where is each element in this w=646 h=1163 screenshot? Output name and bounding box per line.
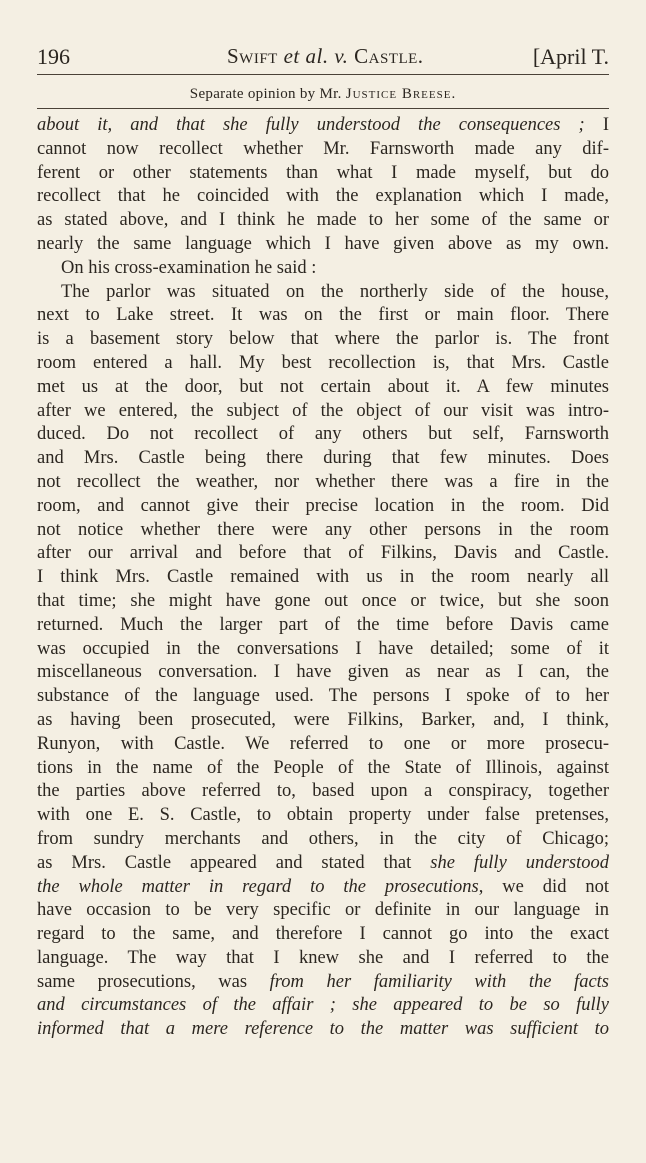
header-rule — [37, 74, 609, 75]
text-line: was occupied in the conversations I have detailed; some of it — [37, 638, 609, 659]
text-line: returned. Much the larger part of the time before Davis came — [37, 614, 609, 635]
page-number: 196 — [37, 44, 70, 69]
text-line: recollect that he coincided with the explanation which I made, — [37, 186, 609, 207]
body-text — [37, 114, 609, 1042]
text-line: regard to the same, and therefore I cannot go into the exact — [37, 924, 609, 945]
text-line: room entered a hall. My best recollection is, that Mrs. Castle — [37, 352, 609, 373]
text-line: from sundry merchants and others, in the city of Chicago; — [37, 828, 609, 849]
text-line: I think Mrs. Castle remained with us in the room nearly all — [37, 567, 609, 588]
text-line: next to Lake street. It was on the first or main floor. There — [37, 305, 609, 326]
text-line: miscellaneous conversation. I have given as near as I can, the — [37, 662, 609, 683]
text-line: after we entered, the subject of the object of our visit was intro- — [37, 400, 609, 421]
subheader-rule — [37, 108, 609, 109]
text-line — [37, 876, 609, 900]
text-line: cannot now recollect whether Mr. Farnsworth made any dif- — [37, 138, 609, 159]
text-line: nearly the same language which I have given above as my own. — [37, 233, 609, 254]
text-line: language. The way that I knew she and I referred to the — [37, 947, 609, 968]
term-label: [April T. — [532, 44, 609, 69]
text-line: ferent or other statements than what I made myself, but do — [37, 162, 609, 183]
text-line — [37, 1018, 609, 1042]
text-line: and Mrs. Castle being there during that few minutes. Does — [37, 448, 609, 469]
text-line: the parties above referred to, based upon a conspiracy, together — [37, 781, 609, 802]
text-line: Runyon, with Castle. We referred to one or more prosecu- — [37, 733, 609, 754]
text-line: as having been prosecuted, were Filkins, Barker, and, I think, — [37, 709, 609, 730]
text-line-content: as Mrs. Castle appeared and stated that she fully understood — [37, 852, 610, 873]
text-line: room, and cannot give their precise location in the room. Did — [37, 495, 609, 516]
text-line — [37, 971, 609, 995]
text-line — [37, 114, 609, 138]
text-line-content: about it, and that she fully understood the consequences ; I — [37, 115, 609, 135]
text-line: not notice whether there were any other persons in the room — [37, 519, 609, 540]
text-line: after our arrival and before that of Filkins, Davis and Castle. — [37, 543, 609, 564]
text-line: On his cross-examination he said : — [61, 257, 317, 278]
text-line: duced. Do not recollect of any others but self, Farnsworth — [37, 424, 609, 445]
text-line: tions in the name of the People of the State of Illinois, against — [37, 757, 609, 778]
text-line: that time; she might have gone out once or twice, but she soon — [37, 590, 609, 611]
text-line: with one E. S. Castle, to obtain property under false pretenses, — [37, 805, 609, 826]
page-header — [37, 40, 609, 72]
text-line — [37, 852, 609, 876]
text-line-content: same prosecutions, was from her familiarity with the facts — [37, 971, 609, 992]
text-line-content: informed that a mere reference to the matter was sufficient to — [37, 1019, 609, 1040]
text-line: met us at the door, but not certain about it. A few minutes — [37, 376, 609, 397]
text-line: The parlor was situated on the northerly side of the house, — [61, 281, 609, 302]
text-line: have occasion to be very specific or definite in our language in — [37, 900, 609, 921]
opinion-subheader: Separate opinion by Mr. Justice Breese. — [189, 86, 457, 102]
text-line: not recollect the weather, nor whether there was a fire in the — [37, 471, 609, 492]
text-line — [37, 994, 609, 1018]
text-line: as stated above, and I think he made to her some of the same or — [37, 210, 609, 231]
text-line-content: and circumstances of the affair ; she appeared to be so fully — [37, 995, 609, 1016]
text-line: is a basement story below that where the parlor is. The front — [37, 329, 609, 350]
text-line-content: the whole matter in regard to the prosecutions, we did not — [37, 876, 609, 897]
text-line: substance of the language used. The persons I spoke of to her — [37, 686, 609, 707]
running-title: Swift et al. v. Castle. — [227, 44, 424, 68]
